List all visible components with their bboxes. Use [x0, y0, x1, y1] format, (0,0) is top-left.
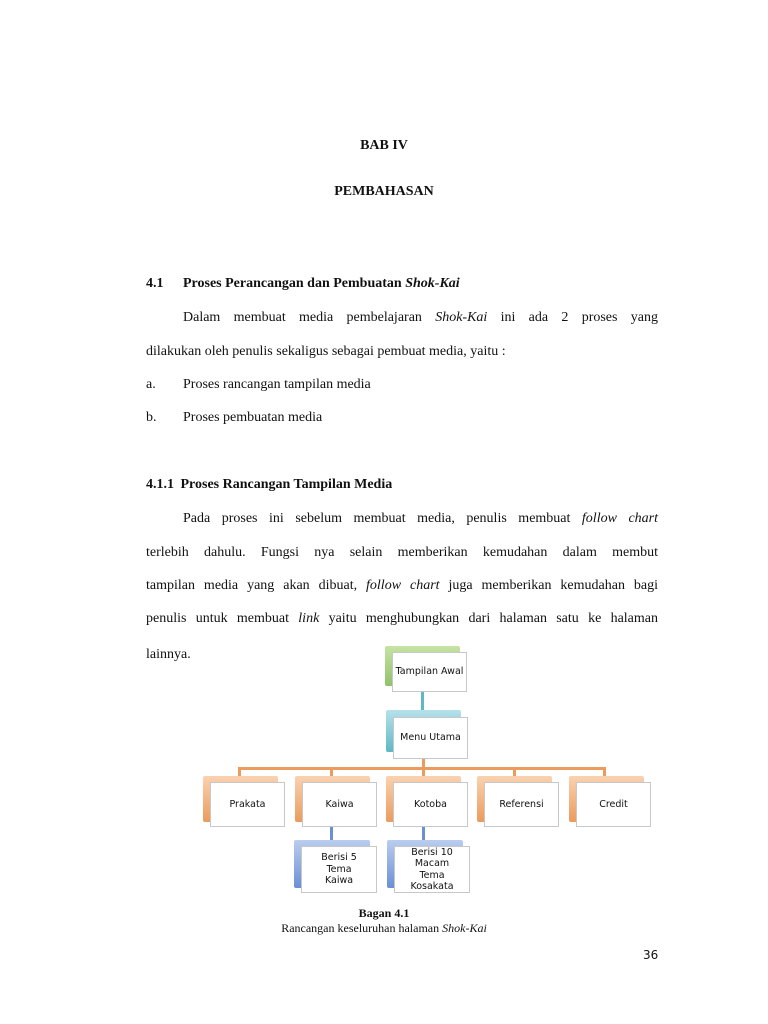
node-credit: Credit: [576, 782, 651, 827]
page-number: 36: [643, 948, 659, 962]
list-marker: b.: [146, 410, 157, 425]
node-kotoba-child: Berisi 10 Macam Tema Kosakata: [394, 846, 470, 893]
paragraph-line: terlebih dahulu. Fungsi nya selain memberikan kemudahan dalam membut: [146, 545, 658, 560]
figure-caption: Rancangan keseluruhan halaman Shok-Kai: [281, 921, 487, 935]
figure-label: Bagan 4.1: [358, 906, 410, 920]
list-text: Proses rancangan tampilan media: [183, 377, 371, 392]
chapter-title: PEMBAHASAN: [334, 184, 434, 199]
section-title-italic: Shok-Kai: [405, 276, 460, 291]
paragraph-line: lainnya.: [146, 647, 191, 662]
node-menu-utama: Menu Utama: [393, 717, 468, 759]
subsection-number: 4.1.1: [146, 477, 174, 492]
list-item: [146, 377, 371, 393]
section-number: 4.1: [146, 276, 164, 291]
list-item: [146, 410, 323, 426]
node-referensi: Referensi: [484, 782, 559, 827]
node-kotoba: Kotoba: [393, 782, 468, 827]
paragraph-line: Pada proses ini sebelum membuat media, penulis membuat follow chart: [183, 511, 658, 526]
node-prakata: Prakata: [210, 782, 285, 827]
subsection-heading: [146, 477, 392, 493]
node-kaiwa: Kaiwa: [302, 782, 377, 827]
list-text: Proses pembuatan media: [183, 410, 323, 425]
node-kaiwa-child: Berisi 5 Tema Kaiwa: [301, 846, 377, 893]
paragraph-line: penulis untuk membuat link yaitu menghubungkan dari halaman satu ke halaman: [146, 611, 658, 626]
paragraph-line: Dalam membuat media pembelajaran Shok-Kai ini ada 2 proses yang: [183, 310, 658, 325]
chapter-number: BAB IV: [360, 138, 408, 153]
subsection-title: Proses Rancangan Tampilan Media: [180, 477, 393, 492]
section-4-1-heading: [146, 276, 460, 292]
paragraph-line: tampilan media yang akan dibuat, follow chart juga memberikan kemudahan bagi: [146, 578, 658, 593]
list-marker: a.: [146, 377, 156, 392]
node-tampilan-awal: Tampilan Awal: [392, 652, 467, 692]
paragraph-line: dilakukan oleh penulis sekaligus sebagai pembuat media, yaitu :: [146, 344, 506, 359]
section-title: Proses Perancangan dan Pembuatan: [183, 276, 406, 291]
